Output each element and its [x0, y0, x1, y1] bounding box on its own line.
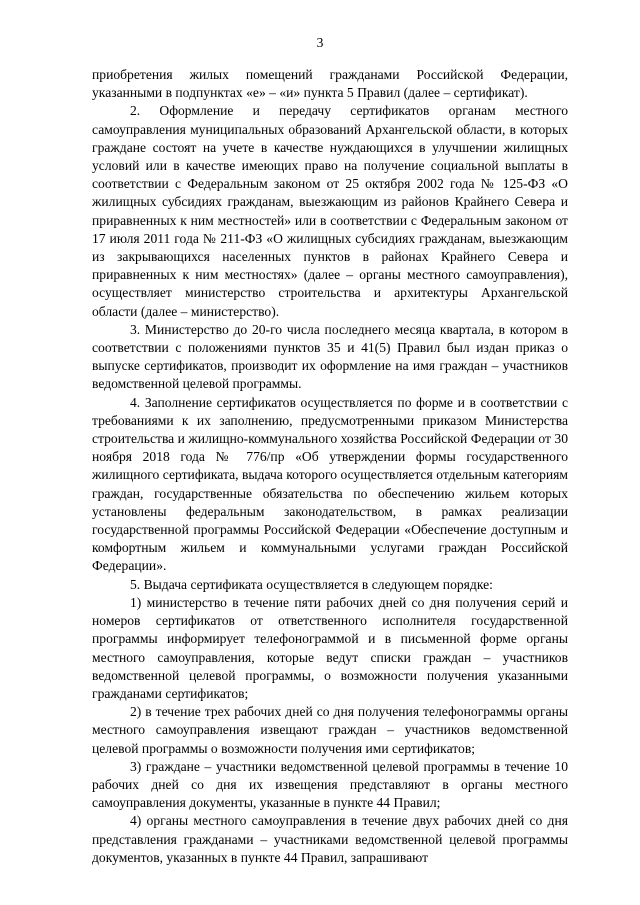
subparagraph-5-1: 1) министерство в течение пяти рабочих дней со дня получения серий и номеров сертификатов от ответственного исполнителя государственной программы информирует телефонограммой и в письменной форме органы местного самоуправления, которые ведут списки граждан – участников ведомственной целевой программы, о возможности получения указанными гражданами сертификатов; — [92, 594, 568, 701]
page-number: 3 — [316, 35, 324, 50]
subparagraph-5-3: 3) граждане – участники ведомственной целевой программы в течение 10 рабочих дней со дня их извещения представляют в органы местного самоуправления документы, указанные в пункте 44 Правил; — [92, 758, 568, 811]
paragraph-item-3: 3. Министерство до 20-го числа последнего месяца квартала, в котором в соответствии с положениями пунктов 35 и 41(5) Правил был издан приказ о выпуске сертификатов, производит их оформление на имя граждан – участников ведомственной целевой программы. — [92, 321, 568, 392]
subparagraph-5-2: 2) в течение трех рабочих дней со дня получения телефонограммы органы местного самоуправления извещают граждан – участников ведомственной целевой программы о возможности получения ими сертификатов; — [92, 704, 568, 756]
document-body — [92, 66, 568, 867]
subparagraph-5-4: 4) органы местного самоуправления в течение двух рабочих дней со дня представления гражданами – участниками ведомственной целевой программы документов, указанных в пункте 44 Правил, запрашивают — [92, 813, 568, 865]
paragraph-item-5: 5. Выдача сертификата осуществляется в следующем порядке: — [130, 576, 493, 592]
paragraph-item-2: 2. Оформление и передачу сертификатов органам местного самоуправления муниципальных образований Архангельской области, в которых граждане состоят на учете в качестве нуждающихся в улучшении жилищных условий или в качестве имеющих право на получение социальной выплаты в соответствии с Федеральным законом от 25 октября 2002 года № 125-ФЗ «О жилищных субсидиях гражданам, выезжающим из районов Крайнего Севера и приравненных к ним местностей» или в соответствии с Федеральным законом от 17 июля 2011 года № 211-ФЗ «О жилищных субсидиях гражданам, выезжающим из закрывающихся населенных пунктов в районах Крайнего Севера и приравненных к ним местностях» (далее – органы местного самоуправления), осуществляет министерство строительства и архитектуры Архангельской области (далее – министерство). — [92, 103, 568, 319]
paragraph-continuation: приобретения жилых помещений гражданами Российской Федерации, указанными в подпунктах «е» – «и» пункта 5 Правил (далее – сертификат). — [92, 67, 568, 101]
paragraph-item-4: 4. Заполнение сертификатов осуществляется по форме и в соответствии с требованиями к их заполнению, предусмотренными приказом Министерства строительства и жилищно-коммунального хозяйства Российской Федерации от 30 ноября 2018 года № 776/пр «Об утверждении формы государственного жилищного сертификата, выдача которого осуществляется отдельным категориям граждан, государственные обязательства по обеспечению жильем которых установлены федеральным законодательством, в рамках реализации государственной программы Российской Федерации «Обеспечение доступным и комфортным жильем и коммунальными услугами граждан Российской Федерации». — [92, 394, 568, 574]
